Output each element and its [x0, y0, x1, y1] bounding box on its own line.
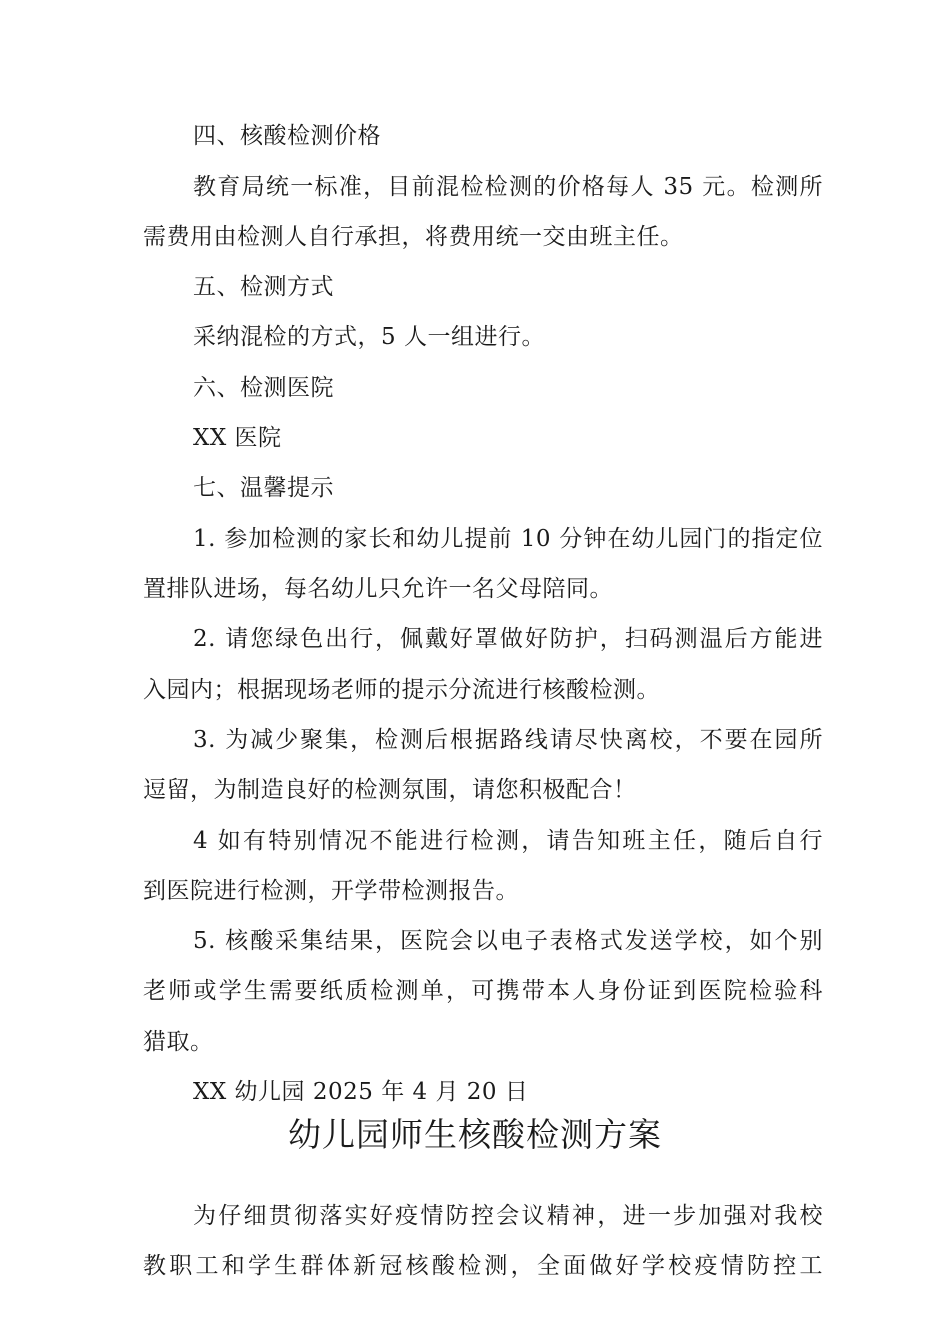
tip-item-5-line3: 猎取。	[143, 1029, 214, 1055]
intro-paragraph-line: 教职工和学生群体新冠核酸检测，全面做好学校疫情防控工	[143, 1253, 823, 1279]
tip-item-2-line2: 入园内；根据现场老师的提示分流进行核酸检测。	[143, 677, 660, 703]
tip-item-5-line2: 老师或学生需要纸质检测单，可携带本人身份证到医院检验科	[143, 978, 823, 1004]
paragraph-line: 需费用由检测人自行承担，将费用统一交由班主任。	[143, 224, 684, 250]
intro-paragraph-line: 为仔细贯彻落实好疫情防控会议精神，进一步加强对我校	[193, 1203, 823, 1229]
section-heading-tips: 七、温馨提示	[193, 475, 334, 501]
tip-item-1-line2: 置排队进场，每名幼儿只允许一名父母陪同。	[143, 576, 613, 602]
document-title: 幼儿园师生核酸检测方案	[288, 1115, 662, 1154]
tip-item-4-line2: 到医院进行检测，开学带检测报告。	[143, 878, 519, 904]
section-heading-method: 五、检测方式	[193, 274, 334, 300]
paragraph-line: XX 医院	[193, 425, 282, 451]
tip-item-2-line1: 2. 请您绿色出行，佩戴好罩做好防护，扫码测温后方能进	[193, 626, 823, 652]
section-heading-hospital: 六、检测医院	[193, 375, 334, 401]
tip-item-5-line1: 5. 核酸采集结果，医院会以电子表格式发送学校，如个别	[193, 928, 823, 954]
signature-line: XX 幼儿园 2025 年 4 月 20 日	[193, 1079, 529, 1105]
tip-item-3-line2: 逗留，为制造良好的检测氛围，请您积极配合！	[143, 777, 637, 803]
tip-item-1-line1: 1. 参加检测的家长和幼儿提前 10 分钟在幼儿园门的指定位	[193, 526, 823, 552]
paragraph-line: 采纳混检的方式，5 人一组进行。	[193, 324, 545, 350]
tip-item-4-line1: 4 如有特别情况不能进行检测，请告知班主任，随后自行	[193, 828, 823, 854]
tip-item-3-line1: 3. 为减少聚集，检测后根据路线请尽快离校，不要在园所	[193, 727, 823, 753]
paragraph-line: 教育局统一标准，目前混检检测的价格每人 35 元。检测所	[193, 174, 823, 200]
section-heading-price: 四、核酸检测价格	[193, 123, 381, 149]
